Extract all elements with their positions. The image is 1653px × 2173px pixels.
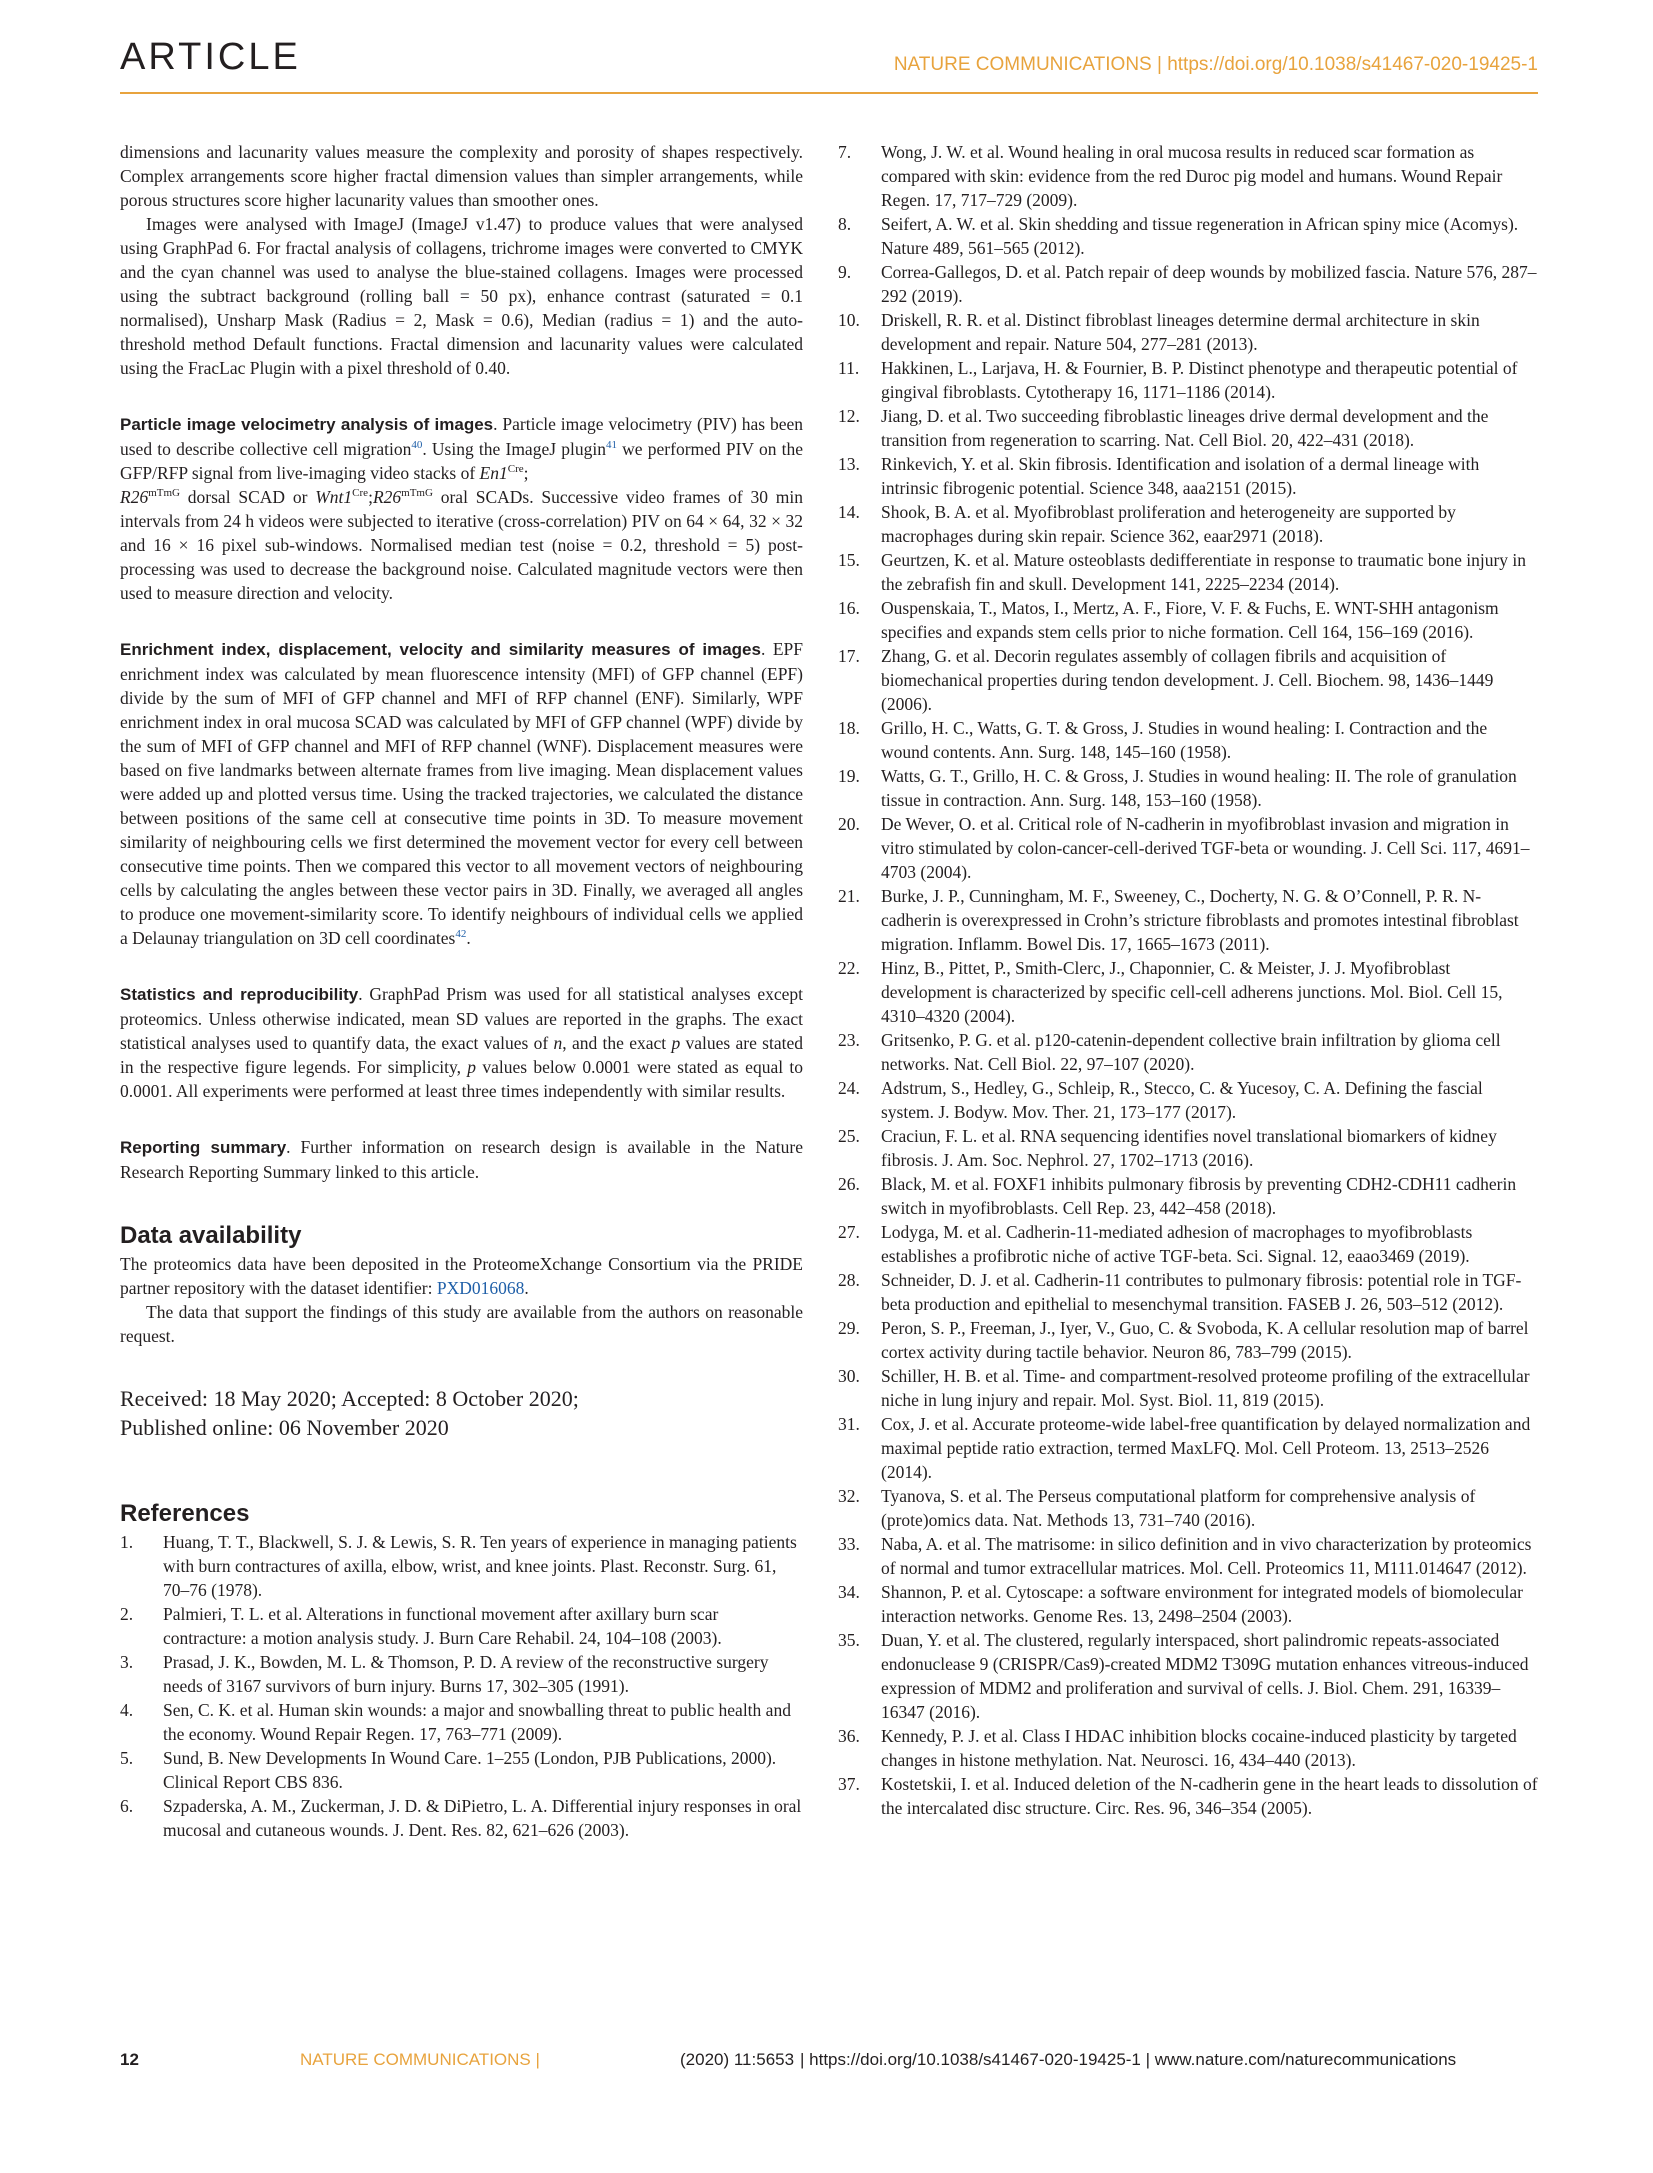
reference-list — [838, 140, 1538, 1820]
reference-item — [838, 596, 1538, 644]
reference-number: 20. — [838, 814, 860, 834]
reference-item — [838, 1220, 1538, 1268]
reference-item — [838, 1316, 1538, 1364]
reference-text: Zhang, G. et al. Decorin regulates assembly of collagen fibrils and acquisition of biomechanical properties during tendon development. J. Cell. Biochem. 98, 1436–1449 (2006). — [881, 646, 1494, 714]
reference-item — [838, 500, 1538, 548]
reference-number: 36. — [838, 1726, 860, 1746]
journal-doi-header[interactable]: NATURE COMMUNICATIONS | https://doi.org/10.1038/s41467-020-19425-1 — [893, 54, 1538, 75]
reference-item — [838, 716, 1538, 764]
reference-text: Szpaderska, A. M., Zuckerman, J. D. & DiPietro, L. A. Differential injury responses in oral mucosal and cutaneous wounds. J. Dent. Res. 82, 621–626 (2003). — [163, 1796, 802, 1840]
reference-text: De Wever, O. et al. Critical role of N-cadherin in myofibroblast invasion and migration in vitro stimulated by colon-cancer-cell-derived TGF-beta or wounding. J. Cell Sci. 117, 4691–4703 (2004). — [881, 814, 1530, 882]
reference-number: 8. — [838, 214, 852, 234]
reference-item — [838, 1124, 1538, 1172]
reference-item — [838, 1268, 1538, 1316]
reference-text: Burke, J. P., Cunningham, M. F., Sweeney, C., Docherty, N. G. & O’Connell, P. R. N-cadherin is overexpressed in Crohn’s stricture fibroblasts and promotes intestinal fibroblast migration. Inflamm. Bowel Dis. 17, 1665–1673 (2011). — [881, 886, 1519, 954]
reference-number: 2. — [120, 1604, 134, 1624]
reference-number: 23. — [838, 1030, 860, 1050]
reference-number: 26. — [838, 1174, 860, 1194]
header-divider — [120, 92, 1538, 94]
reference-item — [838, 1364, 1538, 1412]
reference-number: 18. — [838, 718, 860, 738]
reference-number: 7. — [838, 142, 852, 162]
reference-item — [838, 644, 1538, 716]
reference-number: 19. — [838, 766, 860, 786]
reference-item — [838, 884, 1538, 956]
reference-item — [838, 1724, 1538, 1772]
citation-link[interactable]: 41 — [605, 439, 617, 452]
reference-number: 37. — [838, 1774, 860, 1794]
piv-section: Particle image velocimetry analysis of images. Particle image velocimetry (PIV) has been used to describe collective cell migration$^{40}$. Using the ImageJ plugin$^{41}$ we performed PIV on the GFP/RFP signal from live-imaging video stacks of $En1^{Cre}$; $R26^{mTmG}$ dorsal SCAD or $Wnt1^{Cre};R26^{mTmG}$ oral SCADs. Successive video frames of 30 min intervals from 24 h videos were subjected to iterative (cross-correlation) PIV on 64 × 64, 32 × 32 and 16 × 16 pixel sub-windows. Normalised median test (noise = 0.2, threshold = 5) post-processing was used to decrease the background noise. Calculated magnitude vectors were then used to measure direction and velocity. — [120, 414, 804, 603]
reference-text: Hakkinen, L., Larjava, H. & Fournier, B. P. Distinct phenotype and therapeutic potential of gingival fibroblasts. Cytotherapy 16, 1171–1186 (2014). — [881, 358, 1518, 402]
page-number: 12 — [120, 2050, 139, 2069]
reference-text: Craciun, F. L. et al. RNA sequencing identifies novel translational biomarkers of kidney fibrosis. J. Am. Soc. Nephrol. 27, 1702–1713 (2016). — [881, 1126, 1497, 1170]
reference-text: Shannon, P. et al. Cytoscape: a software environment for integrated models of biomolecular interaction networks. Genome Res. 13, 2498–2504 (2003). — [881, 1582, 1523, 1626]
reference-number: 16. — [838, 598, 860, 618]
reference-item — [120, 1602, 803, 1650]
data-availability-heading: Data availability — [120, 1222, 302, 1249]
reference-text: Rinkevich, Y. et al. Skin fibrosis. Identification and isolation of a dermal lineage with intrinsic fibrogenic potential. Science 348, aaa2151 (2015). — [881, 454, 1480, 498]
reference-item — [838, 1412, 1538, 1484]
reference-number: 1. — [120, 1532, 134, 1552]
left-column — [120, 140, 803, 1842]
reference-item — [838, 812, 1538, 884]
reference-text: Prasad, J. K., Bowden, M. L. & Thomson, P. D. A review of the reconstructive surgery needs of 3167 survivors of burn injury. Burns 17, 302–305 (1991). — [163, 1652, 769, 1696]
reference-item — [838, 764, 1538, 812]
reference-number: 13. — [838, 454, 860, 474]
reference-number: 25. — [838, 1126, 860, 1146]
reference-text: Ouspenskaia, T., Matos, I., Mertz, A. F., Fiore, V. F. & Fuchs, E. WNT-SHH antagonism specifies and expands stem cells prior to niche formation. Cell 164, 156–169 (2016). — [881, 598, 1499, 642]
reference-number: 17. — [838, 646, 860, 666]
reference-number: 10. — [838, 310, 860, 330]
reference-item — [838, 1628, 1538, 1724]
right-column — [838, 140, 1538, 1820]
reference-number: 31. — [838, 1414, 860, 1434]
reference-number: 24. — [838, 1078, 860, 1098]
reference-item — [838, 212, 1538, 260]
reference-text: Peron, S. P., Freeman, J., Iyer, V., Guo, C. & Svoboda, K. A cellular resolution map of barrel cortex activity during tactile behavior. Neuron 86, 783–799 (2015). — [881, 1318, 1529, 1362]
data-availability-paragraph: The data that support the findings of this study are available from the authors on reasonable request. — [120, 1302, 803, 1346]
citation-link[interactable]: 40 — [411, 439, 423, 452]
reference-number: 28. — [838, 1270, 860, 1290]
reference-text: Naba, A. et al. The matrisome: in silico definition and in vivo characterization by proteomics of normal and tumor extracellular matrices. Mol. Cell. Proteomics 11, M111.014647 (2012). — [881, 1534, 1532, 1578]
reference-number: 22. — [838, 958, 860, 978]
article-label: ARTICLE — [120, 36, 301, 78]
reference-text: Sen, C. K. et al. Human skin wounds: a major and snowballing threat to public health and the economy. Wound Repair Regen. 17, 763–771 (2009). — [163, 1700, 791, 1744]
reference-text: Duan, Y. et al. The clustered, regularly interspaced, short palindromic repeats-associated endonuclease 9 (CRISPR/Cas9)-created MDM2 T309G mutation enhances vitreous-induced expression of MDM2 and proliferation and survival of cells. J. Biol. Chem. 291, 16339–16347 (2016). — [881, 1630, 1529, 1722]
reference-text: Palmieri, T. L. et al. Alterations in functional movement after axillary burn scar contracture: a motion analysis study. J. Burn Care Rehabil. 24, 104–108 (2003). — [163, 1604, 722, 1648]
reference-text: Wong, J. W. et al. Wound healing in oral mucosa results in reduced scar formation as compared with skin: evidence from the red Duroc pig model and humans. Wound Repair Regen. 17, 717–729 (2009). — [881, 142, 1503, 210]
reference-text: Black, M. et al. FOXF1 inhibits pulmonary fibrosis by preventing CDH2-CDH11 cadherin switch in myofibroblasts. Cell Rep. 23, 442–458 (2018). — [881, 1174, 1517, 1218]
reference-item — [838, 356, 1538, 404]
reference-text: Adstrum, S., Hedley, G., Schleip, R., Stecco, C. & Yucesoy, C. A. Defining the fascial system. J. Bodyw. Mov. Ther. 21, 173–177 (2017). — [881, 1078, 1483, 1122]
reference-number: 30. — [838, 1366, 860, 1386]
reference-text: Grillo, H. C., Watts, G. T. & Gross, J. Studies in wound healing: I. Contraction and the wound contents. Ann. Surg. 148, 145–160 (1958). — [881, 718, 1488, 762]
reference-item — [838, 1484, 1538, 1532]
reference-number: 21. — [838, 886, 860, 906]
reference-text: Hinz, B., Pittet, P., Smith-Clerc, J., Chaponnier, C. & Meister, J. J. Myofibroblast development is characterized by specific cell-cell adherens junctions. Mol. Biol. Cell 15, 4310–4320 (2004). — [881, 958, 1503, 1026]
reference-item — [120, 1698, 803, 1746]
reference-item — [838, 1076, 1538, 1124]
section-heading: Enrichment index, displacement, velocity and similarity measures of images — [120, 640, 761, 659]
reference-text: Geurtzen, K. et al. Mature osteoblasts dedifferentiate in response to traumatic bone injury in the zebrafish fin and skull. Development 141, 2225–2234 (2014). — [881, 550, 1527, 594]
footer-journal: NATURE COMMUNICATIONS | — [300, 2050, 540, 2069]
statistics-section: Statistics and reproducibility. GraphPad Prism was used for all statistical analyses except proteomics. Unless otherwise indicated, mean SD values are reported in the graphs. The exact statistical analyses used to quantify data, the exact values of n, and the exact p values are stated in the respective figure legends. For simplicity, p values below 0.0001 were stated as equal to 0.0001. All experiments were performed at least three times independently with similar results. — [120, 984, 804, 1101]
reference-text: Kostetskii, I. et al. Induced deletion of the N-cadherin gene in the heart leads to dissolution of the intercalated disc structure. Circ. Res. 96, 346–354 (2005). — [881, 1774, 1538, 1818]
reference-item — [838, 1172, 1538, 1220]
reference-number: 15. — [838, 550, 860, 570]
reference-item — [838, 260, 1538, 308]
citation-link[interactable]: 42 — [455, 928, 467, 941]
published-date: Published online: 06 November 2020 — [120, 1415, 449, 1440]
reference-number: 3. — [120, 1652, 134, 1672]
reference-item — [838, 140, 1538, 212]
reference-number: 32. — [838, 1486, 860, 1506]
reference-item — [120, 1794, 803, 1842]
reference-text: Huang, T. T., Blackwell, S. J. & Lewis, S. R. Ten years of experience in managing patients with burn contractures of axilla, elbow, wrist, and knee joints. Plast. Reconstr. Surg. 61, 70–76 (1978). — [163, 1532, 797, 1600]
data-availability-paragraph: The proteomics data have been deposited in the ProteomeXchange Consortium via the PRIDE partner repository with the dataset identifier: PXD016068. — [120, 1254, 803, 1298]
reference-item — [120, 1650, 803, 1698]
reference-number: 5. — [120, 1748, 134, 1768]
reference-list — [120, 1530, 803, 1842]
reference-text: Sund, B. New Developments In Wound Care. 1–255 (London, PJB Publications, 2000). Clinical Report CBS 836. — [163, 1748, 777, 1792]
received-accepted-dates: Received: 18 May 2020; Accepted: 8 October 2020; — [120, 1386, 579, 1411]
section-heading: Statistics and reproducibility — [120, 985, 359, 1004]
reference-number: 35. — [838, 1630, 860, 1650]
reference-number: 11. — [838, 358, 860, 378]
section-heading: Particle image velocimetry analysis of images — [120, 415, 494, 434]
reference-number: 34. — [838, 1582, 860, 1602]
reference-item — [838, 956, 1538, 1028]
dataset-link[interactable]: PXD016068 — [436, 1278, 525, 1298]
reference-text: Schiller, H. B. et al. Time- and compartment-resolved proteome profiling of the extracellular niche in lung injury and repair. Mol. Syst. Biol. 11, 819 (2015). — [881, 1366, 1530, 1410]
publication-dates — [120, 1384, 803, 1442]
reference-text: Jiang, D. et al. Two succeeding fibroblastic lineages drive dermal development and the transition from regeneration to scarring. Nat. Cell Biol. 20, 422–431 (2018). — [881, 406, 1489, 450]
reference-item — [838, 1772, 1538, 1820]
reference-text: Seifert, A. W. et al. Skin shedding and tissue regeneration in African spiny mice (Acomys). Nature 489, 561–565 (2012). — [881, 214, 1519, 258]
reference-number: 29. — [838, 1318, 860, 1338]
reference-item — [838, 452, 1538, 500]
reference-text: Watts, G. T., Grillo, H. C. & Gross, J. Studies in wound healing: II. The role of granulation tissue in contraction. Ann. Surg. 148, 153–160 (1958). — [881, 766, 1517, 810]
reference-item — [838, 308, 1538, 356]
reference-number: 33. — [838, 1534, 860, 1554]
enrichment-section: Enrichment index, displacement, velocity and similarity measures of images. EPF enrichment index was calculated by mean fluorescence intensity (MFI) of GFP channel (EPF) divide by the sum of MFI of GFP channel and MFI of RFP channel (ENF). Similarly, WPF enrichment index in oral mucosa SCAD was calculated by MFI of GFP channel (WPF) divide by the sum of MFI of GFP channel and MFI of RFP channel (WNF). Displacement measures were based on five landmarks between alternate frames from live imaging. Mean displacement values were added up and plotted versus time. Using the tracked trajectories, we calculated the distance between positions of the same cell at consecutive time points in 3D. To measure movement similarity of neighbouring cells we first determined the movement vector for every cell between consecutive time points. Then we compared this vector to all movement vectors of neighbouring cells by calculating the angles between these vector pairs in 3D. Finally, we averaged all angles to produce one movement-similarity score. To identify neighbours of individual cells we applied a Delaunay triangulation on 3D cell coordinates$^{42}$. — [120, 639, 803, 948]
reference-text: Cox, J. et al. Accurate proteome-wide label-free quantification by delayed normalization and maximal peptide ratio extraction, termed MaxLFQ. Mol. Cell Proteom. 13, 2513–2526 (2014). — [881, 1414, 1531, 1482]
reference-text: Correa-Gallegos, D. et al. Patch repair of deep wounds by mobilized fascia. Nature 576, 287–292 (2019). — [881, 262, 1537, 306]
reference-number: 9. — [838, 262, 852, 282]
reference-text: Lodyga, M. et al. Cadherin-11-mediated adhesion of macrophages to myofibroblasts establishes a profibrotic niche of active TGF-beta. Sci. Signal. 12, eaao3469 (2019). — [881, 1222, 1473, 1266]
reference-text: Kennedy, P. J. et al. Class I HDAC inhibition blocks cocaine-induced plasticity by targeted changes in histone methylation. Nat. Neurosci. 16, 434–440 (2013). — [881, 1726, 1517, 1770]
section-heading: Reporting summary — [120, 1138, 287, 1157]
reference-text: Gritsenko, P. G. et al. p120-catenin-dependent collective brain infiltration by glioma cell networks. Nat. Cell Biol. 22, 97–107 (2020). — [881, 1030, 1501, 1074]
reference-text: Schneider, D. J. et al. Cadherin-11 contributes to pulmonary fibrosis: potential role in TGF-beta production and epithelial to mesenchymal transition. FASEB J. 26, 503–512 (2012). — [881, 1270, 1522, 1314]
references-heading: References — [120, 1500, 250, 1527]
footer-url[interactable]: | https://doi.org/10.1038/s41467-020-19425-1 | www.nature.com/naturecommunications — [800, 2050, 1457, 2069]
reference-number: 6. — [120, 1796, 134, 1816]
reference-item — [120, 1746, 803, 1794]
reference-item — [838, 404, 1538, 452]
reference-text: Shook, B. A. et al. Myofibroblast proliferation and heterogeneity are supported by macrophages during skin repair. Science 362, eaar2971 (2018). — [881, 502, 1456, 546]
methods-paragraph: dimensions and lacunarity values measure the complexity and porosity of shapes respectively. Complex arrangements score higher fractal dimension values than simpler arrangements, while porous structures score higher lacunarity values than smoother ones. — [120, 142, 803, 210]
reference-text: Tyanova, S. et al. The Perseus computational platform for comprehensive analysis of (prote)omics data. Nat. Methods 13, 731–740 (2016). — [881, 1486, 1476, 1530]
reference-number: 12. — [838, 406, 860, 426]
reference-number: 14. — [838, 502, 860, 522]
reference-item — [838, 1580, 1538, 1628]
reference-number: 4. — [120, 1700, 134, 1720]
reference-text: Driskell, R. R. et al. Distinct fibroblast lineages determine dermal architecture in skin development and repair. Nature 504, 277–281 (2013). — [881, 310, 1480, 354]
footer-volume: (2020) 11:5653 — [680, 2050, 795, 2069]
methods-paragraph: Images were analysed with ImageJ (ImageJ v1.47) to produce values that were analysed using GraphPad 6. For fractal analysis of collagens, trichrome images were converted to CMYK and the cyan channel was used to analyse the blue-stained collagens. Images were processed using the subtract background (rolling ball = 50 px), enhance contrast (saturated = 0.1 normalised), Unsharp Mask (Radius = 2, Mask = 0.6), Median (radius = 1) and the auto-threshold method Default functions. Fractal dimension and lacunarity values were calculated using the FracLac Plugin with a pixel threshold of 0.40. — [120, 214, 803, 378]
reporting-summary-section: Reporting summary. Further information on research design is available in the Nature Research Reporting Summary linked to this article. — [120, 1137, 803, 1182]
reference-item — [838, 1532, 1538, 1580]
reference-number: 27. — [838, 1222, 860, 1242]
reference-item — [838, 1028, 1538, 1076]
reference-item — [120, 1530, 803, 1602]
reference-item — [838, 548, 1538, 596]
